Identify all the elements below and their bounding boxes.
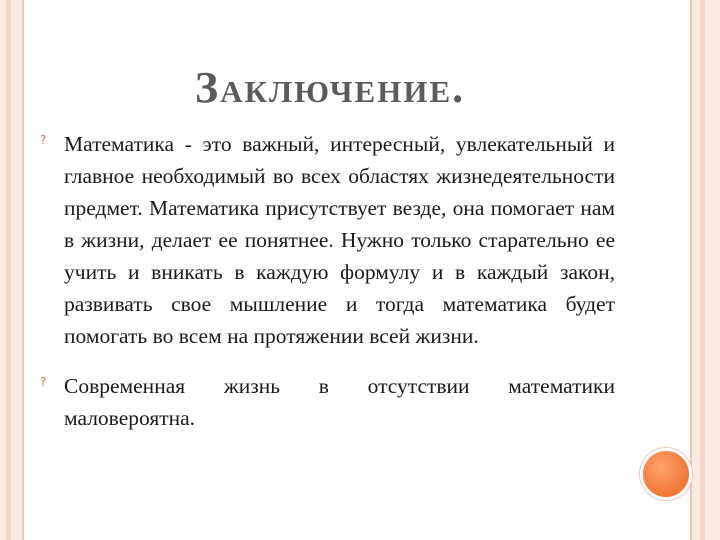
bullet-marker-icon: ? <box>40 133 47 147</box>
bullet-text: Современная жизнь в отсутствии математики маловероятна. <box>64 374 615 430</box>
bullet-item <box>40 370 615 434</box>
bullet-marker-icon: ? <box>40 375 47 389</box>
bullet-item <box>40 128 615 352</box>
right-frame-decoration <box>690 0 720 540</box>
decorative-circle <box>640 448 692 500</box>
slide-title: Заключение. <box>194 63 466 112</box>
slide-content <box>40 128 615 452</box>
bullet-text: Математика - это важный, интересный, увлекательный и главное необходимый во всех областях жизнедеятельности предмет. Математика присутствует везде, она помогает нам в жизни, делает ее понятнее. Нужно только старательно ее учить и вникать в каждую формулу и в каждый закон, развивать свое мышление и тогда математика будет помогать во всем на протяжении всей жизни. <box>64 132 615 348</box>
